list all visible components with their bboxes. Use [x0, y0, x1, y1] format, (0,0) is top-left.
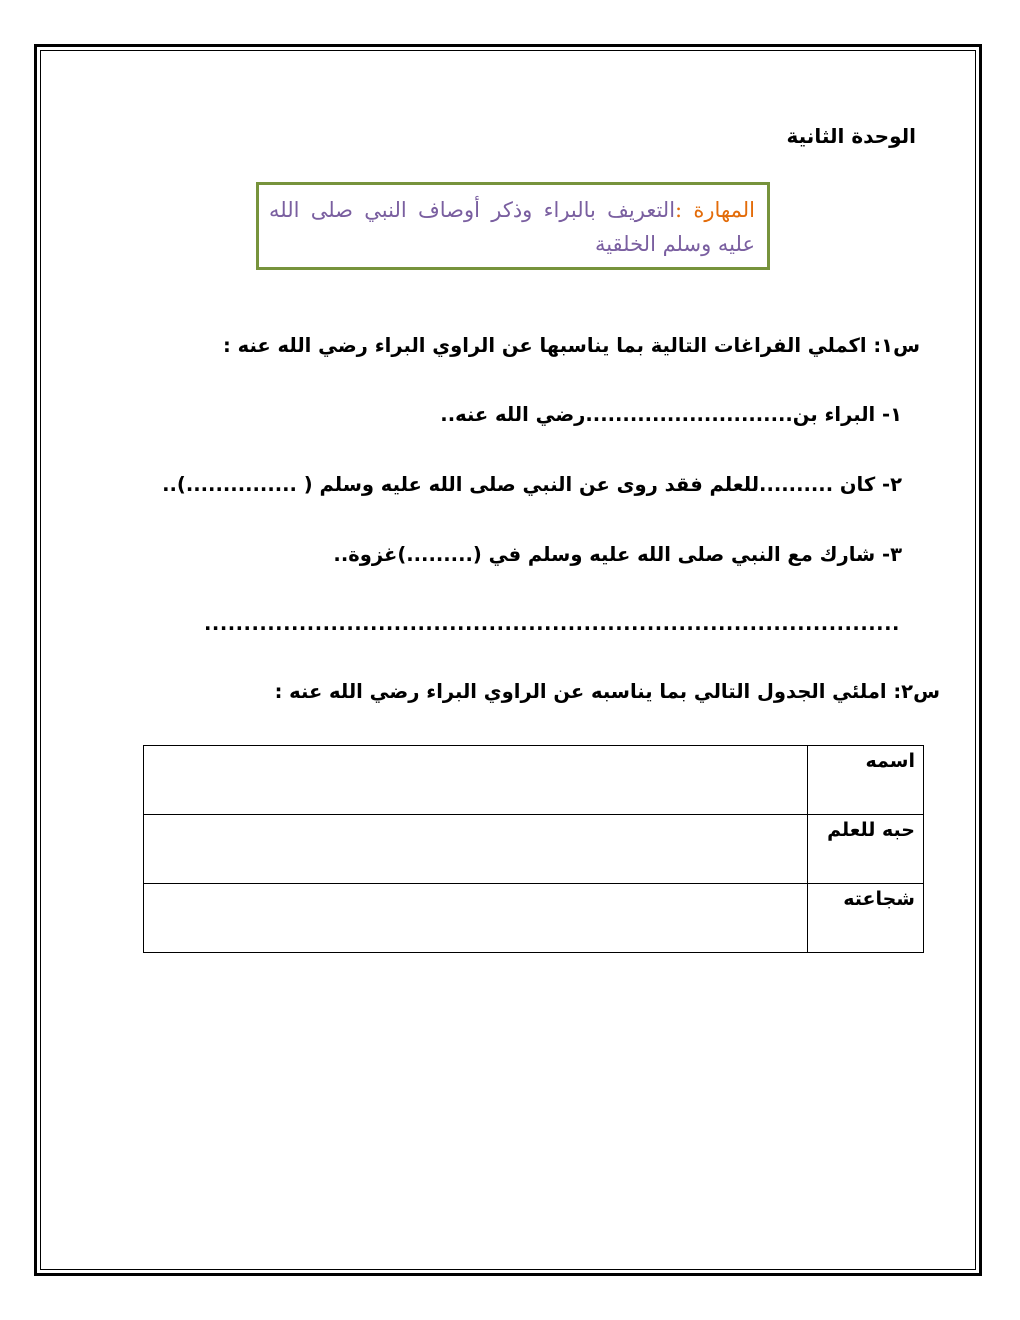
skill-label: المهارة :	[675, 198, 755, 222]
row-value-love-of-knowledge[interactable]	[144, 815, 808, 884]
question-1-item-1: ١- البراء بن............................رضي الله عنه..	[440, 403, 902, 426]
row-value-name[interactable]	[144, 746, 808, 815]
row-label-name: اسمه	[808, 746, 924, 815]
answer-table	[143, 745, 924, 953]
question-1-item-2: ٢- كان ..........للعلم فقد روى عن النبي صلى الله عليه وسلم ( ...............)..	[162, 473, 902, 496]
skill-box	[256, 182, 770, 270]
row-label-love-of-knowledge: حبه للعلم	[808, 815, 924, 884]
unit-title: الوحدة الثانية	[786, 124, 916, 148]
skill-text: التعريف بالبراء وذكر أوصاف النبي صلى الله عليه وسلم الخلقية	[269, 198, 755, 256]
row-label-courage: شجاعته	[808, 884, 924, 953]
row-value-courage[interactable]	[144, 884, 808, 953]
table-row	[144, 815, 924, 884]
question-1-item-3: ٣- شارك مع النبي صلى الله عليه وسلم في (.........)غزوة..	[333, 543, 902, 566]
table-row	[144, 746, 924, 815]
question-1-dotted-answer-line: ........................................................................................	[204, 612, 900, 635]
question-1-title: س١: اكملي الفراغات التالية بما يناسبها عن الراوي البراء رضي الله عنه :	[223, 334, 920, 357]
table-row	[144, 884, 924, 953]
question-2-title: س٢: املئي الجدول التالي بما يناسبه عن الراوي البراء رضي الله عنه :	[274, 680, 940, 703]
